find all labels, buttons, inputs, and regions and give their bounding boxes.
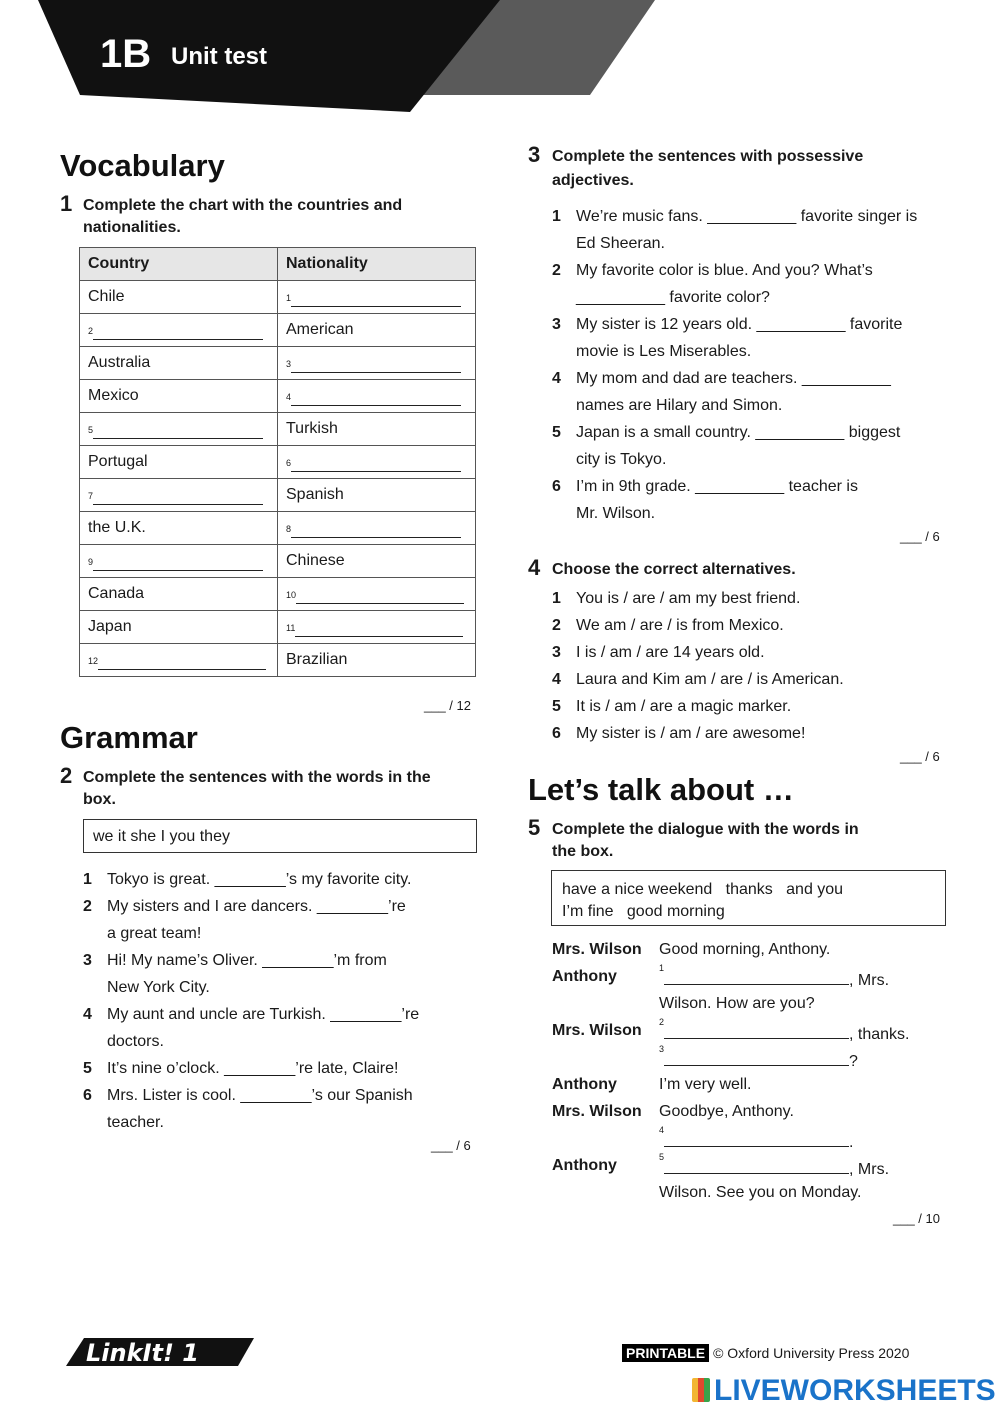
- question-mark: ?: [849, 1053, 858, 1070]
- speaker-name: Anthony: [552, 1076, 617, 1093]
- table-cell-country: [80, 578, 278, 611]
- item-number: 2: [83, 898, 92, 915]
- blank-number: 4: [286, 392, 292, 402]
- vocab-chart: [79, 247, 476, 677]
- copyright-text: © Oxford University Press 2020: [713, 1345, 910, 1361]
- grammar-heading: Grammar: [60, 720, 198, 755]
- word-box-line-2: I’m fine good morning: [562, 903, 725, 920]
- table-row: [80, 545, 476, 578]
- dialogue-line: [659, 1017, 910, 1044]
- vocabulary-heading: Vocabulary: [60, 148, 225, 183]
- table-row: [80, 644, 476, 677]
- liveworksheets-icon: [692, 1378, 710, 1402]
- item-text[interactable]: My aunt and uncle are Turkish. ________’re: [107, 1006, 420, 1023]
- item-number: 2: [552, 262, 561, 279]
- table-cell-country: [80, 281, 278, 314]
- item-number: 3: [552, 644, 561, 661]
- item-number: 5: [552, 698, 561, 715]
- answer-blank[interactable]: [286, 584, 467, 604]
- item-number: 6: [83, 1087, 92, 1104]
- brand-text: LIVEWORKSHEETS: [714, 1374, 996, 1407]
- speaker-name: Anthony: [552, 1157, 617, 1174]
- table-cell-country: [80, 545, 278, 578]
- item-number: 4: [552, 370, 561, 387]
- speaker-name: Mrs. Wilson: [552, 941, 642, 958]
- speaker-name: Anthony: [552, 968, 617, 985]
- liveworksheets-brand: [692, 1374, 996, 1408]
- answer-line[interactable]: [664, 1157, 849, 1174]
- item-text[interactable]: My sister is 12 years old. __________ favorite: [576, 316, 903, 333]
- item-number: 1: [83, 871, 92, 888]
- item-text[interactable]: teacher.: [107, 1114, 164, 1131]
- item-text[interactable]: names are Hilary and Simon.: [576, 397, 783, 414]
- blank-number: 1: [286, 293, 292, 303]
- item-number: 3: [552, 316, 561, 333]
- cell-text: Turkish: [286, 420, 338, 437]
- cell-text: Brazilian: [286, 651, 348, 668]
- cell-text: Chinese: [286, 552, 345, 569]
- exercise-4-number: 4: [528, 555, 541, 580]
- answer-line[interactable]: [664, 1022, 849, 1039]
- speaker-name: Mrs. Wilson: [552, 1103, 642, 1120]
- item-text[interactable]: You is / are / am my best friend.: [576, 590, 801, 607]
- item-text[interactable]: I is / am / are 14 years old.: [576, 644, 765, 661]
- blank-number: 5: [659, 1152, 665, 1162]
- item-text[interactable]: It is / am / are a magic marker.: [576, 698, 792, 715]
- table-cell-country: [80, 611, 278, 644]
- item-text[interactable]: Tokyo is great. ________’s my favorite city.: [107, 871, 412, 888]
- item-text[interactable]: Hi! My name’s Oliver. ________’m from: [107, 952, 387, 969]
- item-number: 3: [83, 952, 92, 969]
- dialogue-text: Wilson. How are you?: [659, 995, 815, 1012]
- table-cell-country: [80, 347, 278, 380]
- table-cell-nationality: [278, 611, 476, 644]
- item-text[interactable]: __________ favorite color?: [576, 289, 770, 306]
- table-cell-nationality: [278, 413, 476, 446]
- answer-blank[interactable]: [88, 320, 269, 340]
- dialogue-line: [659, 1103, 794, 1121]
- answer-line: [291, 290, 461, 307]
- cell-text: Spanish: [286, 486, 344, 503]
- answer-line: [291, 521, 461, 538]
- header-country: Country: [80, 248, 278, 281]
- blank-number: 2: [659, 1017, 665, 1027]
- answer-line: [295, 620, 463, 637]
- table-row: [80, 479, 476, 512]
- blank-number: 12: [88, 656, 99, 666]
- item-text[interactable]: Mrs. Lister is cool. ________’s our Spanish: [107, 1087, 413, 1104]
- exercise-2-score: ___ / 6: [431, 1138, 471, 1153]
- table-row: [80, 413, 476, 446]
- blank-number: 8: [286, 524, 292, 534]
- cell-text: the U.K.: [88, 519, 146, 536]
- dialogue-line: [659, 995, 815, 1013]
- header-nationality: Nationality: [278, 248, 476, 281]
- table-cell-country: [80, 314, 278, 347]
- item-text[interactable]: My mom and dad are teachers. __________: [576, 370, 891, 387]
- dialogue-line: [659, 941, 830, 959]
- answer-blank[interactable]: [88, 551, 269, 571]
- linkit-logo: [66, 1334, 256, 1370]
- table-cell-nationality: [278, 479, 476, 512]
- dialogue-line: [659, 1184, 861, 1202]
- item-text[interactable]: movie is Les Miserables.: [576, 343, 752, 360]
- exercise-5-score: ___ / 10: [893, 1211, 940, 1226]
- cell-text: Japan: [88, 618, 132, 635]
- table-row: [80, 611, 476, 644]
- blank-number: 3: [286, 359, 292, 369]
- table-row: [80, 446, 476, 479]
- item-text[interactable]: Japan is a small country. __________ biggest: [576, 424, 901, 441]
- table-cell-nationality: [278, 545, 476, 578]
- exercise-3-instruction-line-2: adjectives.: [552, 172, 634, 189]
- blank-number: 7: [88, 491, 94, 501]
- table-cell-nationality: [278, 347, 476, 380]
- cell-text: Portugal: [88, 453, 148, 470]
- answer-blank[interactable]: [88, 485, 269, 505]
- exercise-3-score: ___ / 6: [900, 529, 940, 544]
- table-cell-country: [80, 512, 278, 545]
- exercise-2-instruction: Complete the sentences with the words in the box.: [83, 769, 431, 808]
- item-number: 4: [83, 1006, 92, 1023]
- item-text[interactable]: My favorite color is blue. And you? What’s: [576, 262, 873, 279]
- table-cell-nationality: [278, 512, 476, 545]
- blank-number: 5: [88, 425, 94, 435]
- item-text[interactable]: My sisters and I are dancers. ________’re: [107, 898, 406, 915]
- answer-line[interactable]: [664, 1049, 849, 1066]
- dialogue-line: [659, 963, 890, 990]
- unit-code: 1B: [100, 32, 152, 76]
- exercise-4-instruction: Choose the correct alternatives.: [552, 561, 796, 578]
- blank-number: 1: [659, 963, 665, 973]
- item-text[interactable]: a great team!: [107, 925, 202, 942]
- item-number: 4: [552, 671, 561, 688]
- table-cell-nationality: [278, 314, 476, 347]
- answer-line: [291, 356, 461, 373]
- item-number: 6: [552, 725, 561, 742]
- answer-line: [291, 455, 461, 472]
- table-row: [80, 380, 476, 413]
- table-cell-nationality: [278, 644, 476, 677]
- answer-line[interactable]: [664, 968, 849, 985]
- table-cell-country: [80, 413, 278, 446]
- table-row: [80, 512, 476, 545]
- dialogue-suffix: , Mrs.: [849, 1161, 890, 1178]
- table-cell-country: [80, 446, 278, 479]
- blank-number: 3: [659, 1044, 665, 1054]
- table-cell-country: [80, 380, 278, 413]
- item-number: 6: [552, 478, 561, 495]
- exercise-1-instruction: Complete the chart with the countries and nationalities.: [83, 197, 403, 236]
- table-cell-nationality: [278, 281, 476, 314]
- table-cell-nationality: [278, 446, 476, 479]
- dialogue-line: [659, 1152, 890, 1179]
- copyright-line: [622, 1345, 909, 1361]
- lets-talk-heading: Let’s talk about …: [528, 772, 794, 807]
- blank-number: 2: [88, 326, 94, 336]
- answer-blank[interactable]: [286, 287, 467, 307]
- item-text[interactable]: Mr. Wilson.: [576, 505, 656, 522]
- item-text[interactable]: Ed Sheeran.: [576, 235, 665, 252]
- blank-number: 4: [659, 1125, 665, 1135]
- speaker-name: Mrs. Wilson: [552, 1022, 642, 1039]
- item-text[interactable]: New York City.: [107, 979, 210, 996]
- answer-blank[interactable]: [88, 419, 269, 439]
- table-cell-nationality: [278, 578, 476, 611]
- exercise-5-instruction-line-2: the box.: [552, 843, 614, 860]
- item-number: 5: [83, 1060, 92, 1077]
- table-row: [80, 314, 476, 347]
- cell-text: Australia: [88, 354, 151, 371]
- exercise-3-instruction-line-1: Complete the sentences with possessive: [552, 148, 864, 165]
- table-cell-country: [80, 479, 278, 512]
- cell-text: Chile: [88, 288, 125, 305]
- dialogue-line: [659, 1044, 858, 1071]
- item-text[interactable]: city is Tokyo.: [576, 451, 667, 468]
- answer-blank[interactable]: [286, 617, 467, 637]
- exercise-1-number: 1: [60, 191, 73, 216]
- linkit-logo-text: LinkIt! 1: [86, 1339, 199, 1367]
- cell-text: Canada: [88, 585, 145, 602]
- answer-line: [98, 653, 266, 670]
- dialogue-line: [659, 1076, 751, 1094]
- answer-line: [93, 323, 263, 340]
- table-row: [80, 347, 476, 380]
- item-text[interactable]: doctors.: [107, 1033, 164, 1050]
- item-text[interactable]: We am / are / is from Mexico.: [576, 617, 784, 634]
- blank-number: 10: [286, 590, 297, 600]
- table-cell-nationality: [278, 380, 476, 413]
- answer-blank[interactable]: [286, 452, 467, 472]
- answer-line: [93, 554, 263, 571]
- answer-blank[interactable]: [286, 353, 467, 373]
- dialogue-text: Good morning, Anthony.: [659, 941, 831, 958]
- answer-blank[interactable]: [88, 650, 269, 670]
- exercise-4-score: ___ / 6: [900, 749, 940, 764]
- dialogue-line: [659, 1125, 854, 1152]
- answer-blank[interactable]: [286, 386, 467, 406]
- exercise-2-number: 2: [60, 763, 73, 788]
- exercise-1-score: ___ / 12: [424, 698, 471, 713]
- item-text[interactable]: I’m in 9th grade. __________ teacher is: [576, 478, 858, 495]
- dialogue-suffix: , Mrs.: [849, 972, 890, 989]
- grammar-word-box: we it she I you they: [83, 819, 477, 853]
- answer-blank[interactable]: [286, 518, 467, 538]
- dialogue-text: Wilson. See you on Monday.: [659, 1184, 862, 1201]
- blank-number: 6: [286, 458, 292, 468]
- item-number: 2: [552, 617, 561, 634]
- table-row: [80, 281, 476, 314]
- exercise-5-instruction-line-1: Complete the dialogue with the words in: [552, 821, 859, 838]
- exercise-3-number: 3: [528, 142, 541, 167]
- blank-number: 9: [88, 557, 94, 567]
- item-number: 1: [552, 590, 561, 607]
- item-text[interactable]: We’re music fans. __________ favorite singer is: [576, 208, 918, 225]
- answer-line: [291, 389, 461, 406]
- item-text[interactable]: It’s nine o’clock. ________’re late, Claire!: [107, 1060, 399, 1077]
- blank-number: 11: [286, 623, 296, 633]
- table-row: [80, 578, 476, 611]
- answer-line: [93, 422, 263, 439]
- item-text[interactable]: Laura and Kim am / are / is American.: [576, 671, 844, 688]
- word-box-line-1: have a nice weekend thanks and you: [562, 881, 844, 898]
- exercise-5-number: 5: [528, 815, 541, 840]
- table-cell-country: [80, 644, 278, 677]
- item-number: 1: [552, 208, 561, 225]
- printable-label: PRINTABLE: [622, 1344, 709, 1362]
- dialogue-suffix: , thanks.: [849, 1026, 910, 1043]
- unit-title: Unit test: [171, 43, 267, 70]
- dialogue-text: Goodbye, Anthony.: [659, 1103, 794, 1120]
- dialogue-text: I’m very well.: [659, 1076, 752, 1093]
- answer-line: [296, 587, 464, 604]
- dialogue-word-box: [551, 870, 946, 926]
- cell-text: American: [286, 321, 354, 338]
- item-text[interactable]: My sister is / am / are awesome!: [576, 725, 806, 742]
- period-mark: .: [849, 1134, 854, 1151]
- answer-line[interactable]: [664, 1130, 849, 1147]
- answer-line: [93, 488, 263, 505]
- item-number: 5: [552, 424, 561, 441]
- cell-text: Mexico: [88, 387, 139, 404]
